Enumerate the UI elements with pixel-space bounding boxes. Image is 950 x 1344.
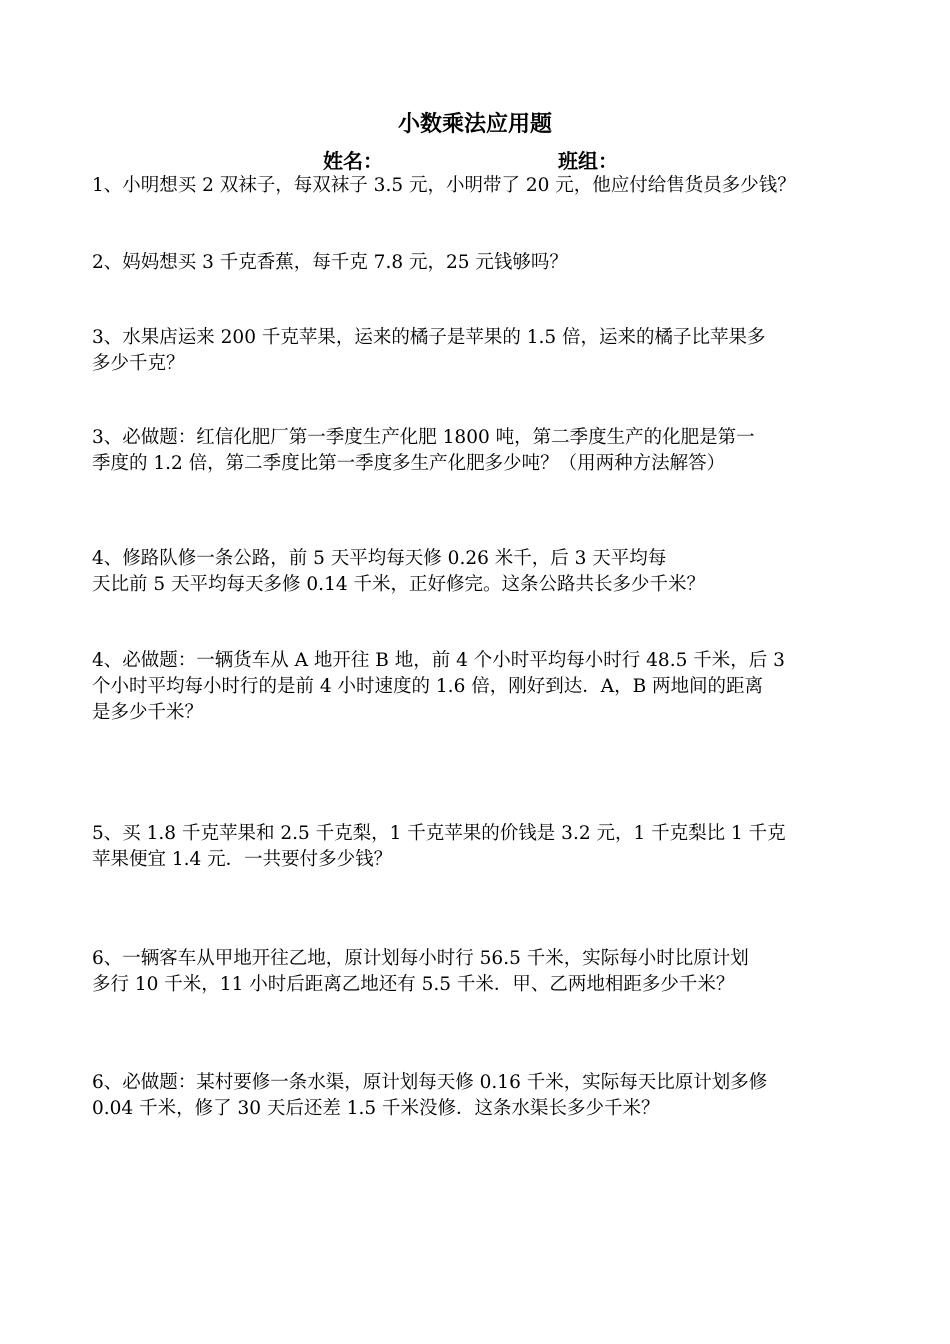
question-5 <box>92 821 872 873</box>
question-line: 天比前 5 天平均每天多修 0.14 千米，正好修完。这条公路共长多少千米？ <box>92 574 705 595</box>
name-label: 姓名： <box>323 149 383 173</box>
group-label: 班组： <box>558 149 618 173</box>
question-line: 个小时平均每小时行的是前 4 小时速度的 1.6 倍，刚好到达．A，B 两地间的距离 <box>92 676 764 697</box>
question-1 <box>92 173 872 199</box>
question-line: 是多少千米？ <box>92 702 204 723</box>
question-2 <box>92 250 872 276</box>
question-4 <box>92 546 872 598</box>
question-3 <box>92 325 872 377</box>
question-line: 多少千克？ <box>92 353 185 374</box>
question-line: 1、小明想买 2 双袜子，每双袜子 3.5 元，小明带了 20 元，他应付给售货员多少钱？ <box>92 175 796 196</box>
worksheet-title: 小数乘法应用题 <box>397 112 552 137</box>
question-line: 6、必做题：某村要修一条水渠，原计划每天修 0.16 千米，实际每天比原计划多修 <box>92 1072 768 1093</box>
question-line: 苹果便宜 1.4 元．一共要付多少钱？ <box>92 849 393 870</box>
question-line: 2、妈妈想买 3 千克香蕉，每千克 7.8 元，25 元钱够吗？ <box>92 252 568 273</box>
question-4-required <box>92 648 872 726</box>
question-line: 3、必做题：红信化肥厂第一季度生产化肥 1800 吨，第二季度生产的化肥是第一 <box>92 427 755 448</box>
question-line: 6、一辆客车从甲地开往乙地，原计划每小时行 56.5 千米，实际每小时比原计划 <box>92 948 749 969</box>
question-line: 3、水果店运来 200 千克苹果，运来的橘子是苹果的 1.5 倍，运来的橘子比苹果多 <box>92 327 766 348</box>
question-3-required <box>92 425 872 477</box>
question-line: 0.04 千米，修了 30 天后还差 1.5 千米没修．这条水渠长多少千米？ <box>92 1098 660 1119</box>
question-6-required <box>92 1070 872 1122</box>
question-6 <box>92 946 872 998</box>
question-line: 4、修路队修一条公路，前 5 天平均每天修 0.26 米千，后 3 天平均每 <box>92 548 667 569</box>
question-line: 4、必做题：一辆货车从 A 地开往 B 地，前 4 个小时平均每小时行 48.5 千米，后 3 <box>92 650 785 671</box>
question-line: 5、买 1.8 千克苹果和 2.5 千克梨，1 千克苹果的价钱是 3.2 元，1 千克梨比 1 千克 <box>92 823 786 844</box>
question-line: 季度的 1.2 倍，第二季度比第一季度多生产化肥多少吨？（用两种方法解答） <box>92 453 726 474</box>
question-line: 多行 10 千米，11 小时后距离乙地还有 5.5 千米．甲、乙两地相距多少千米？ <box>92 974 735 995</box>
